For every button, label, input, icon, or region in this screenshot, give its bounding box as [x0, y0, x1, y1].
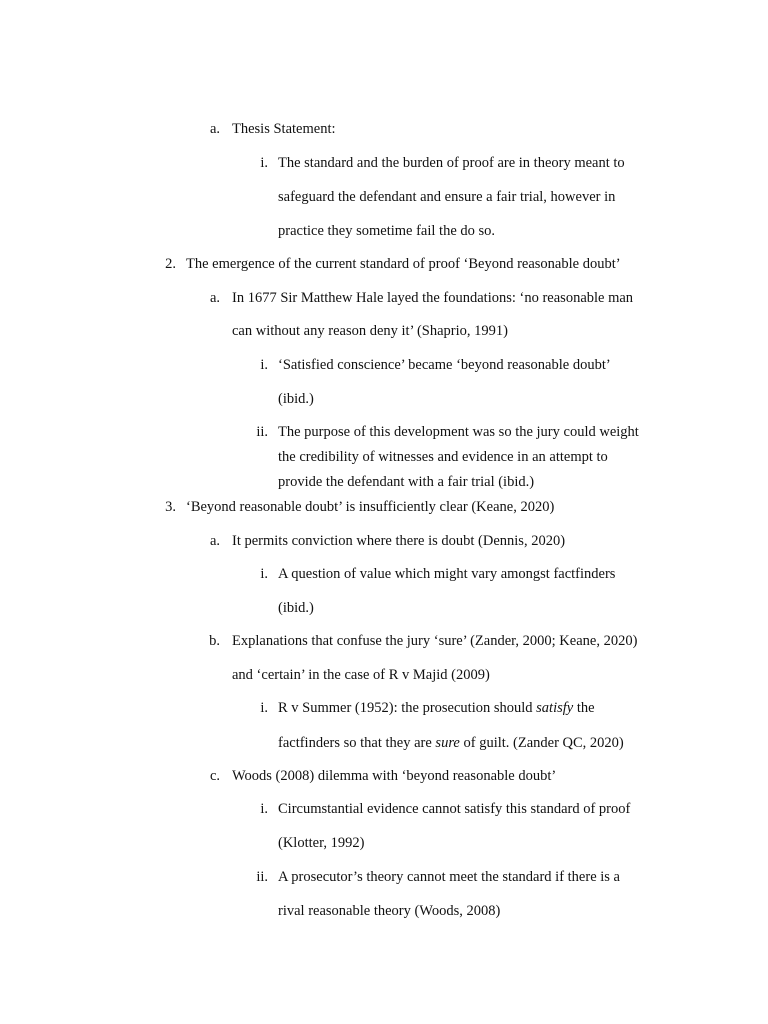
- text-run: of guilt. (Zander QC, 2020): [459, 735, 624, 751]
- list-item-text-line: rival reasonable theory (Woods, 2008): [278, 903, 501, 919]
- list-marker: a.: [209, 121, 220, 137]
- list-marker: i.: [260, 155, 268, 171]
- list-marker: 2.: [165, 256, 176, 272]
- list-marker: ii.: [256, 424, 268, 440]
- list-item-text-line: In 1677 Sir Matthew Hale layed the foundations: ‘no reasonable man: [232, 290, 634, 306]
- list-marker: ii.: [256, 869, 268, 885]
- list-item-text-line: (ibid.): [278, 391, 314, 407]
- list-item-text-line: A prosecutor’s theory cannot meet the standard if there is a: [278, 869, 620, 885]
- list-item-text-line: Circumstantial evidence cannot satisfy this standard of proof: [278, 801, 631, 817]
- list-marker: i.: [260, 357, 268, 373]
- list-item-text: Thesis Statement:: [232, 121, 336, 137]
- list-marker: b.: [209, 633, 220, 649]
- list-item-text-line: safeguard the defendant and ensure a fair trial, however in: [278, 189, 616, 205]
- list-item-text-line: Explanations that confuse the jury ‘sure’ (Zander, 2000; Keane, 2020): [232, 633, 638, 649]
- list-item-text: It permits conviction where there is doubt (Dennis, 2020): [232, 533, 566, 549]
- list-item-text: Woods (2008) dilemma with ‘beyond reasonable doubt’: [232, 768, 557, 784]
- list-marker: c.: [209, 768, 220, 784]
- list-item-text-line: The standard and the burden of proof are in theory meant to: [278, 155, 625, 171]
- list-marker: i.: [260, 700, 268, 716]
- list-item-text-line: ‘Satisfied conscience’ became ‘beyond reasonable doubt’: [278, 357, 611, 373]
- list-item-text: The emergence of the current standard of proof ‘Beyond reasonable doubt’: [186, 256, 621, 272]
- list-item-text-line: The purpose of this development was so the jury could weight: [278, 424, 639, 440]
- list-item-text-line: the credibility of witnesses and evidence in an attempt to: [278, 449, 608, 465]
- text-run: the: [573, 700, 595, 716]
- list-item-text-line: (Klotter, 1992): [278, 835, 365, 851]
- text-run: R v Summer (1952): the prosecution should: [278, 700, 537, 716]
- text-run: factfinders so that they are: [278, 735, 436, 751]
- list-marker: a.: [209, 290, 220, 306]
- list-item-text-line: and ‘certain’ in the case of R v Majid (2009): [232, 667, 490, 683]
- list-item-text-line: (ibid.): [278, 600, 314, 616]
- list-item-text-line: A question of value which might vary amongst factfinders: [278, 566, 616, 582]
- italic-text-satisfy: satisfy: [536, 700, 574, 716]
- list-marker: i.: [260, 566, 268, 582]
- list-item-text-line: can without any reason deny it’ (Shaprio, 1991): [232, 323, 508, 339]
- list-item-text-line: [278, 735, 624, 752]
- list-item-text-line: provide the defendant with a fair trial (ibid.): [278, 474, 535, 490]
- list-marker: i.: [260, 801, 268, 817]
- list-marker: 3.: [165, 499, 176, 515]
- list-marker: a.: [209, 533, 220, 549]
- list-item-text-line: [278, 700, 595, 717]
- list-item-text-line: practice they sometime fail the do so.: [278, 223, 496, 239]
- italic-text-sure: sure: [435, 735, 460, 751]
- list-item-text: ‘Beyond reasonable doubt’ is insufficiently clear (Keane, 2020): [186, 499, 555, 515]
